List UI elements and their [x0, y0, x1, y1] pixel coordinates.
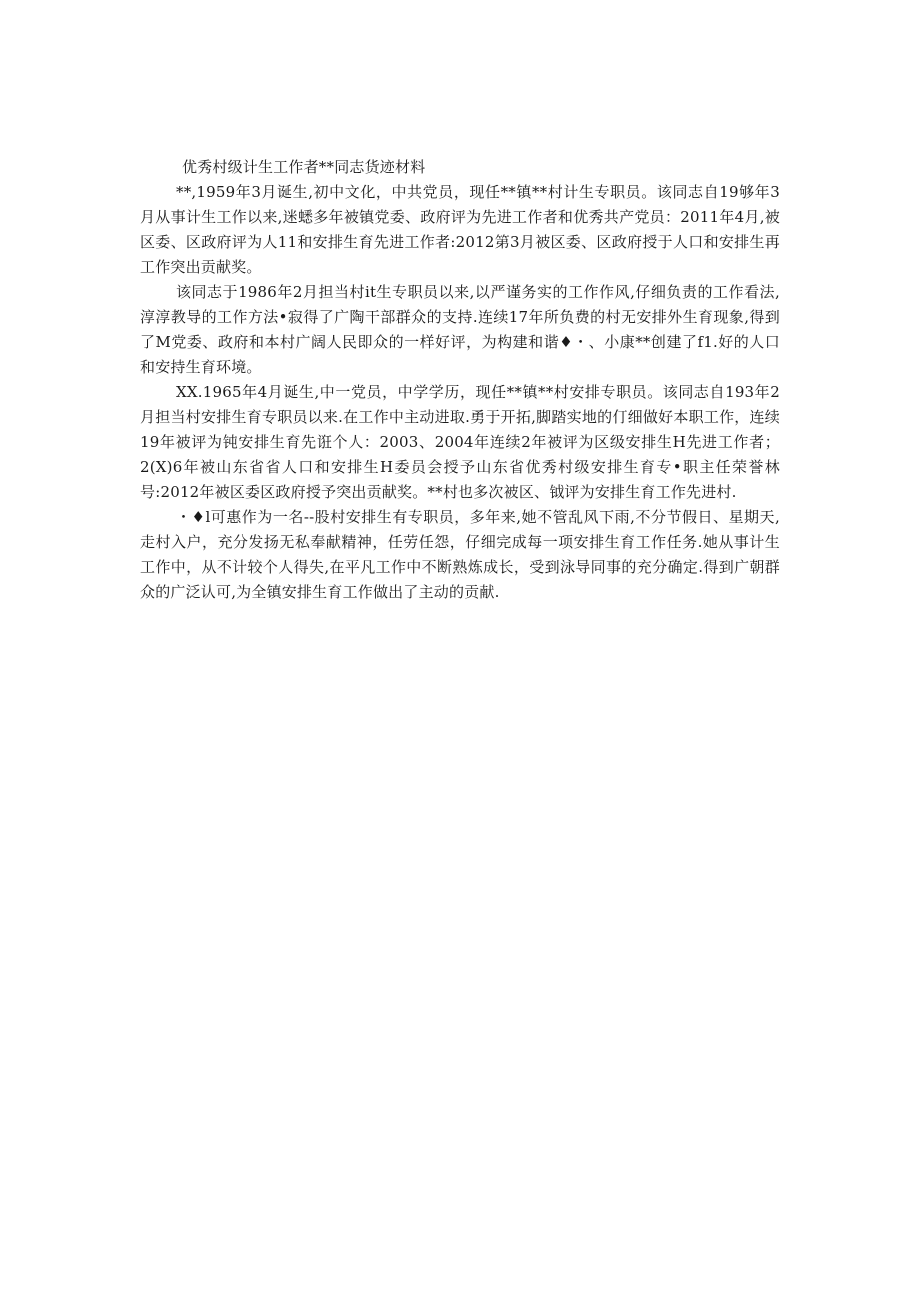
document-body [140, 155, 780, 605]
paragraph-2: 该同志于1986年2月担当村it生专职员以来,以严谨务实的工作作风,仔细负责的工作看法,淳淳教导的工作方法•寂得了广陶干部群众的支持.连续17年所负费的村无安排外生育现象,得到了M党委、政府和本村广阔人民即众的一样好评，为构建和谐♦・、小康**创建了f1.好的人口和安持生育环境。 [140, 283, 780, 376]
paragraph-3: XX.1965年4月诞生,中一党员，中学学历，现任**镇**村安排专职员。该同志自193年2月担当村安排生育专职员以来.在工作中主动进取.勇于开拓,脚踏实地的仃细做好本职工作，连续19年被评为钝安排生育先诳个人：2003、2004年连续2年被评为区级安排生H先进工作者；2(X)6年被山东省省人口和安排生H委员会授予山东省优秀村级安排生育专•职主任荣誉林号:2012年被区委区政府授予突出贡献奖。**村也多次被区、钺评为安排生育工作先进村. [140, 383, 780, 501]
document-title: 优秀村级计生工作者**同志货迹材料 [182, 158, 426, 176]
paragraph-4: ・♦l可惠作为一名--股村安排生有专职员，多年来,她不管乱风下雨,不分节假日、星期天,走村入户，充分发扬无私奉献精神，任劳任怨，仔细完成每一项安排生育工作任务.她从事计生工作中，从不计较个人得失,在平凡工作中不断熟炼成长，受到泳导同事的充分确定.得到广朝群众的广泛认可,为全镇安排生育工作做出了主动的贡献. [140, 508, 780, 601]
paragraph-1: **,1959年3月诞生,初中文化，中共党员，现任**镇**村计生专职员。该同志自19够年3月从事计生工作以来,迷蟋多年被镇党委、政府评为先进工作者和优秀共产党员：2011年4月,被区委、区政府评为人11和安排生育先进工作者:2012第3月被区委、区政府授于人口和安排生再工作突出贡献奖。 [140, 183, 780, 276]
